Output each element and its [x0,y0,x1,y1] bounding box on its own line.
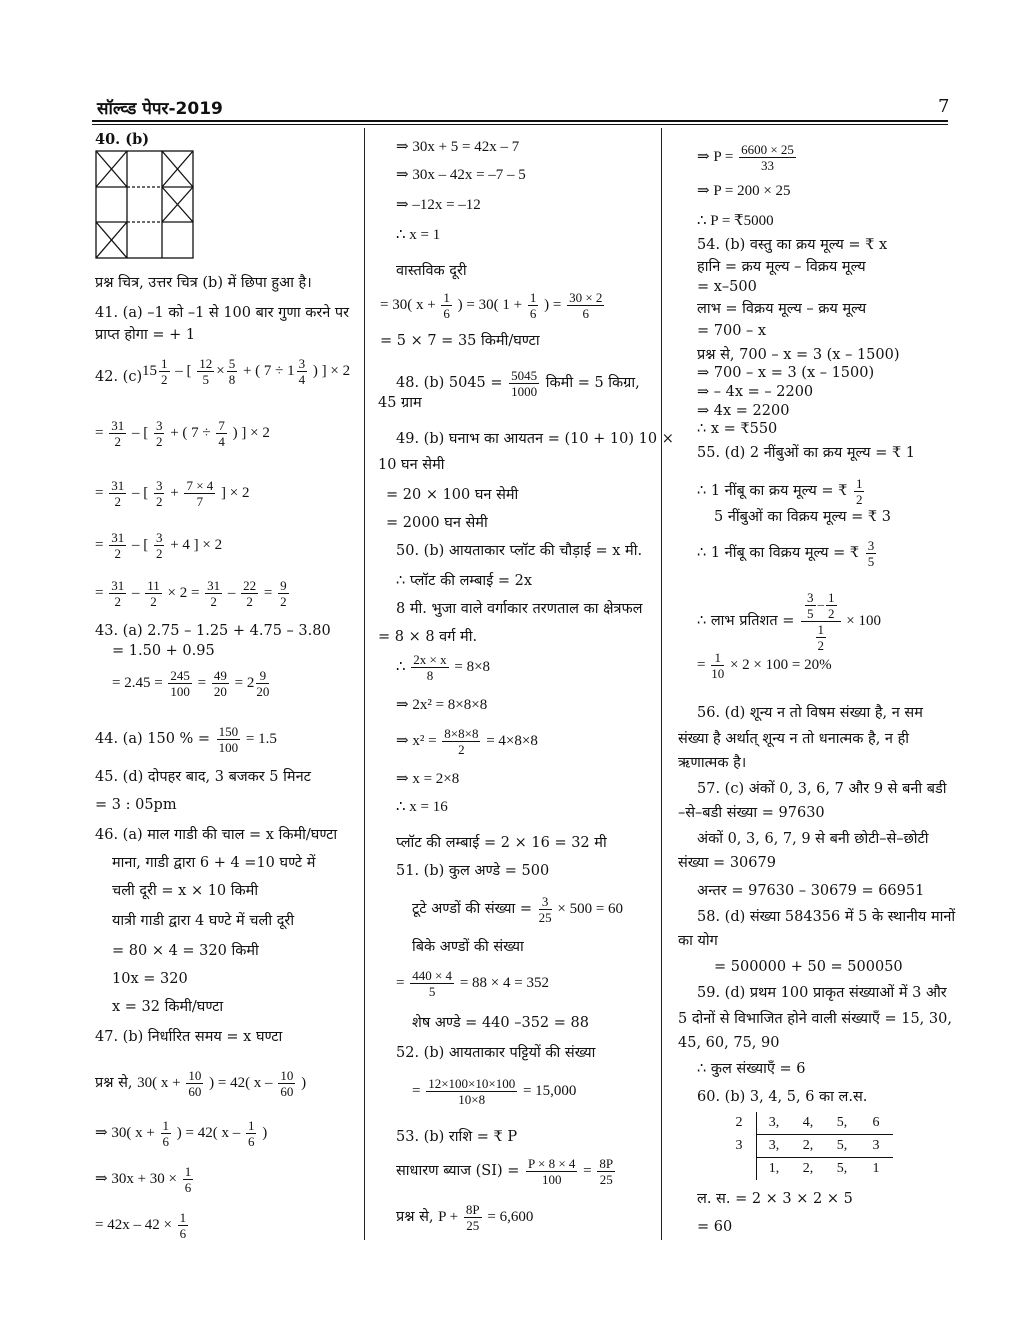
q42-step-4: = $\frac{31}{2}$ – $\frac{11}{2}$ × 2 = $\frac{31}{2}$ – $\frac{22}{2}$ = $\frac{9}{2}$ [95,578,287,609]
column-divider-1 [364,128,365,1240]
q51-line-3: बिके अण्डों की संख्या [412,939,524,955]
q60-line-2: ल. स. = 2 × 3 × 2 × 5 [697,1191,853,1207]
q44-line: 44. (a) 150 % = $\frac{150}{100}$ = 1.5 [95,724,277,755]
q47-step-2: ⇒ 30x + 30 × $\frac{1}{6}$ [95,1164,192,1195]
c3-step-2: ⇒ P = 200 × 25 [697,183,791,199]
lcm-cell: 1, [768,1161,780,1176]
q54-line-5: = 700 – x [697,323,767,339]
q57-line-5: अन्तर = 97630 – 30679 = 66951 [697,883,925,899]
q41-line-1: 41. (a) –1 को –1 से 100 बार गुणा करने पर [95,305,350,321]
q55-line-3: 5 नींबुओं का विक्रय मूल्य = ₹ 3 [714,509,891,525]
q50-step-4: ⇒ x = 2×8 [396,771,460,787]
q51-step: = $\frac{440 \times 4}{5}$ = 88 × 4 = 352 [396,968,549,999]
q55-line-6: = $\frac{1}{10}$ × 2 × 100 = 20% [697,650,832,681]
q40-note: प्रश्न चित्र, उत्तर चित्र (b) में छिपा हुआ है। [95,275,312,291]
q50-step-2: ⇒ 2x² = 8×8×8 [396,697,488,713]
q57-line-1: 57. (c) अंकों 0, 3, 6, 7 और 9 से बनी बडी [697,781,947,797]
header-rule-thin [92,124,948,125]
q42-step-3: = $\frac{31}{2}$ – [ $\frac{3}{2}$ + 4 ] × 2 [95,530,223,561]
q57-line-3: अंकों 0, 3, 6, 7, 9 से बनी छोटी–से–छोटी [697,831,929,847]
q54-line-7: ⇒ 700 – x = 3 (x – 1500) [697,365,875,381]
q42-expression: 15 $\frac{1}{2}$ – [ $\frac{12}{5}$ × $\frac{5}{8}$ + ( 7 ÷ 1 $\frac{3}{4}$ ) ] × 2 [142,356,351,387]
q53-line-3: प्रश्न से, P + $\frac{8P}{25}$ = 6,600 [396,1202,534,1233]
c2-line-3: ⇒ –12x = –12 [396,197,481,213]
header-rule [92,120,948,122]
q43-line-1: 43. (a) 2.75 – 1.25 + 4.75 – 3.80 [95,623,331,639]
q49-line-1: 49. (b) घनाभ का आयतन = (10 + 10) 10 × [396,431,674,447]
q60-line-3: = 60 [697,1219,733,1235]
c2-line-1: ⇒ 30x + 5 = 42x – 7 [396,139,520,155]
q47-step-1: ⇒ 30( x + $\frac{1}{6}$ ) = 42( x – $\frac{1}{6}$ ) [95,1118,268,1149]
q46-line-5: = 80 × 4 = 320 किमी [112,943,259,959]
lcm-cell: 4, [791,1112,825,1135]
q46-line-2: माना, गाडी द्वारा 6 + 4 =10 घण्टे में [112,855,316,871]
q52-line-1: 52. (b) आयताकार पट्टियों की संख्या [396,1045,596,1061]
q55-line-1: 55. (d) 2 नींबुओं का क्रय मूल्य = ₹ 1 [697,445,916,461]
lcm-cell: 5, [836,1161,848,1176]
lcm-cell: 2, [791,1135,825,1158]
q53-line-2: साधारण ब्याज (SI) = $\frac{P \times 8 \times 4}{100}$ = $\frac{8P}{25}$ [396,1156,614,1187]
q46-line-4: यात्री गाडी द्वारा 4 घण्टे में चली दूरी [112,913,295,929]
q55-line-4: ∴ 1 नींबू का विक्रय मूल्य = ₹ $\frac{3}{5}$ [697,538,875,569]
lcm-cell: 5, [825,1135,859,1158]
q46-line-7: x = 32 किमी/घण्टा [112,999,224,1015]
q45-line-1: 45. (d) दोपहर बाद, 3 बजकर 5 मिनट [95,769,311,785]
lcm-cell: 5, [825,1112,859,1135]
q49-line-3: = 20 × 100 घन सेमी [386,487,519,503]
q50-line-1: 50. (b) आयताकार प्लॉट की चौड़ाई = x मी. [396,543,643,559]
q42-step-1: = $\frac{31}{2}$ – [ $\frac{3}{2}$ + ( 7 ÷ $\frac{7}{4}$ ) ] × 2 [95,418,270,449]
q45-line-2: = 3 : 05pm [95,797,177,813]
q51-line-1: 51. (b) कुल अण्डे = 500 [396,863,550,879]
q58-line-2: का योग [678,933,718,949]
q47-line-1: 47. (b) निर्धारित समय = x घण्टा [95,1029,283,1045]
q57-line-4: संख्या = 30679 [678,855,776,871]
q54-line-8: ⇒ – 4x = – 2200 [697,384,814,400]
lcm-cell [722,1158,757,1181]
q42-label: 42. (c) [95,369,143,385]
column-divider-2 [661,128,662,1240]
c2-line-4: ∴ x = 1 [396,227,441,243]
q56-line-3: ऋणात्मक है। [678,755,747,771]
q40-answer-figure [95,150,195,260]
q46-line-3: चली दूरी = x × 10 किमी [112,883,259,899]
q59-line-2: 5 दोनों से विभाजित होने वाली संख्याएँ = 15, 30, [678,1011,952,1027]
q50-line-2: ∴ प्लॉट की लम्बाई = 2x [396,573,533,589]
q56-line-1: 56. (d) शून्य न तो विषम संख्या है, न सम [697,705,923,721]
c2-line-6: = 5 × 7 = 35 किमी/घण्टा [380,333,540,349]
q57-line-2: –से–बडी संख्या = 97630 [678,805,825,821]
c3-step-3: ∴ P = ₹5000 [697,213,774,229]
q54-line-9: ⇒ 4x = 2200 [697,403,790,419]
q51-line-2: टूटे अण्डों की संख्या = $\frac{3}{25}$ × 500 = 60 [412,894,624,925]
q51-line-4: शेष अण्डे = 440 –352 = 88 [412,1015,589,1031]
q43-line-3: = 2.45 = $\frac{245}{100}$ = $\frac{49}{20}$ = 2 $\frac{9}{20}$ [112,668,270,699]
lcm-cell: 3, [757,1112,792,1135]
q48-line-1: 48. (b) 5045 = $\frac{5045}{1000}$ किमी = 5 किग्रा, [396,368,640,399]
q59-line-1: 59. (d) प्रथम 100 प्राकृत संख्याओं में 3 और [697,985,947,1001]
q47-step-3: = 42x – 42 × $\frac{1}{6}$ [95,1210,187,1241]
lcm-cell: 6 [859,1112,893,1135]
q48-line-2: 45 ग्राम [378,395,422,411]
q54-line-6: प्रश्न से, 700 – x = 3 (x – 1500) [697,347,900,363]
q58-line-1: 58. (d) संख्या 584356 में 5 के स्थानीय मानों [697,909,956,925]
q50-step-1: ∴ $\frac{2x \times x}{8}$ = 8×8 [396,652,491,683]
q56-line-2: संख्या है अर्थात् शून्य न तो धनात्मक है, न ही [678,731,910,747]
lcm-cell: 2 [722,1112,757,1135]
q50-step-3: ⇒ x² = $\frac{8\times 8\times 8}{2}$ = 4×8×8 [396,726,538,757]
q60-line-1: 60. (b) 3, 4, 5, 6 का ल.स. [697,1089,868,1105]
q55-line-2: ∴ 1 नींबू का क्रय मूल्य = ₹ $\frac{1}{2}$ [697,476,863,507]
lcm-division-table [722,1112,893,1180]
q55-line-5: ∴ लाभ प्रतिशत = $\frac{3}{5}$ – $\frac{1}{2}$ $\frac{1}{2}$ × 100 [697,590,881,653]
q58-line-3: = 500000 + 50 = 500050 [714,959,903,975]
q49-line-2: 10 घन सेमी [378,457,445,473]
c2-line-5: वास्तविक दूरी [396,263,467,279]
q43-line-2: = 1.50 + 0.95 [112,643,215,659]
c3-step-1: ⇒ P = $\frac{6600 \times 25}{33}$ [697,142,794,173]
c2-line-2: ⇒ 30x – 42x = –7 – 5 [396,167,526,183]
q46-line-1: 46. (a) माल गाडी की चाल = x किमी/घण्टा [95,827,338,843]
q49-line-4: = 2000 घन सेमी [386,515,488,531]
page-number: 7 [938,96,950,117]
lcm-cell: 3 [722,1135,757,1158]
q50-line-4: = 8 × 8 वर्ग मी. [378,629,478,645]
q59-line-4: ∴ कुल संख्याएँ = 6 [697,1061,806,1077]
lcm-cell: 2, [802,1161,814,1176]
q54-line-3: = x–500 [697,279,757,295]
q40-label: 40. (b) [95,131,150,148]
lcm-cell: 1 [872,1161,880,1176]
c2-distance-expr: = 30( x + $\frac{1}{6}$ ) = 30( 1 + $\frac{1}{6}$ ) = $\frac{30 \times 2}{6}$ [380,290,603,321]
q47-line-2: प्रश्न से, 30( x + $\frac{10}{60}$ ) = 42( x – $\frac{10}{60}$ ) [95,1068,307,1099]
q46-line-6: 10x = 320 [112,971,188,987]
lcm-cell: 3, [757,1135,792,1158]
q50-result: प्लॉट की लम्बाई = 2 × 16 = 32 मी [396,835,607,851]
lcm-cell: 3 [859,1135,893,1158]
q52-step: = $\frac{12\times 100\times 10\times 100}{10\times 8}$ = 15,000 [412,1076,577,1107]
q54-line-10: ∴ x = ₹550 [697,421,778,437]
q54-line-2: हानि = क्रय मूल्य – विक्रय मूल्य [697,259,866,275]
q41-line-2: प्राप्त होगा = + 1 [95,327,196,343]
q42-step-2: = $\frac{31}{2}$ – [ $\frac{3}{2}$ + $\frac{7 \times 4}{7}$ ] × 2 [95,478,250,509]
q50-line-3: 8 मी. भुजा वाले वर्गाकार तरणताल का क्षेत्रफल [396,601,643,617]
running-header-title: सॉल्व्ड पेपर-2019 [97,99,223,119]
q50-step-5: ∴ x = 16 [396,799,448,815]
q53-line-1: 53. (b) राशि = ₹ P [396,1129,518,1145]
q54-line-1: 54. (b) वस्तु का क्रय मूल्य = ₹ x [697,237,888,253]
q59-line-3: 45, 60, 75, 90 [678,1035,780,1051]
q54-line-4: लाभ = विक्रय मूल्य – क्रय मूल्य [697,301,867,317]
